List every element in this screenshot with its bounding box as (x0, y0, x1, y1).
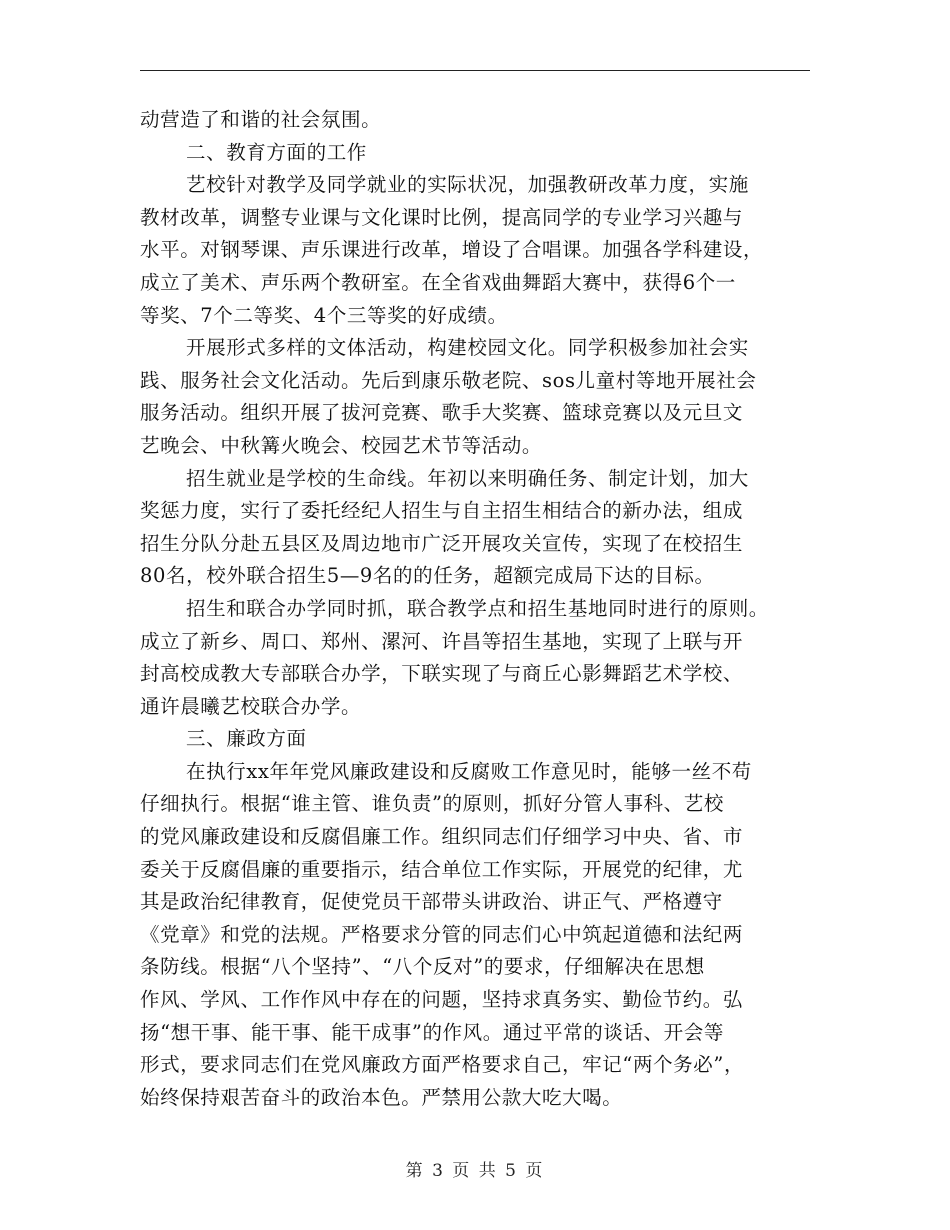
text-line: 条防线。根据“八个坚持”、“八个反对”的要求，仔细解决在思想 (140, 955, 705, 979)
text-line: 教材改革，调整专业课与文化课时比例，提高同学的专业学习兴趣与 (140, 205, 744, 229)
text-line: 践、服务社会文化活动。先后到康乐敬老院、sos儿童村等地开展社会 (140, 368, 757, 392)
text-line: 服务活动。组织开展了拔河竞赛、歌手大奖赛、篮球竞赛以及元旦文 (140, 401, 744, 425)
text-line: 始终保持艰苦奋斗的政治本色。严禁用公款大吃大喝。 (140, 1085, 623, 1109)
text-line: 仔细执行。根据“谁主管、谁负责”的原则，抓好分管人事科、艺校 (140, 792, 724, 816)
text-line: 艺晚会、中秋篝火晚会、校园艺术节等活动。 (140, 433, 543, 457)
text-line: 招生就业是学校的生命线。年初以来明确任务、制定计划，加大 (186, 466, 749, 490)
page-number: 第 3 页 共 5 页 (405, 1161, 545, 1181)
text-line: 在执行xx年年党风廉政建设和反腐败工作意见时，能够一丝不苟 (186, 759, 752, 783)
text-line: 扬“想干事、能干事、能干成事”的作风。通过平常的谈话、开会等 (140, 1020, 724, 1044)
text-line: 封高校成教大专部联合办学，下联实现了与商丘心影舞蹈艺术学校、 (140, 662, 744, 686)
header-rule (140, 70, 810, 71)
text-line: 成立了新乡、周口、郑州、漯河、许昌等招生基地，实现了上联与开 (140, 629, 744, 653)
text-line: 委关于反腐倡廉的重要指示，结合单位工作实际，开展党的纪律，尤 (140, 857, 744, 881)
text-line: 作风、学风、工作作风中存在的问题，坚持求真务实、勤俭节约。弘 (140, 988, 744, 1012)
text-line: 成立了美术、声乐两个教研室。在全省戏曲舞蹈大赛中，获得6个一 (140, 270, 736, 294)
text-line: 招生和联合办学同时抓，联合教学点和招生基地同时进行的原则。 (186, 596, 769, 620)
text-line: 80名，校外联合招生5—9名的的任务，超额完成局下达的目标。 (140, 564, 715, 588)
text-line: 二、教育方面的工作 (186, 140, 367, 164)
text-line: 招生分队分赴五县区及周边地市广泛开展攻关宣传，实现了在校招生 (140, 531, 744, 555)
document-body (140, 104, 810, 1114)
text-line: 其是政治纪律教育，促使党员干部带头讲政治、讲正气、严格遵守 (140, 890, 723, 914)
text-line: 《党章》和党的法规。严格要求分管的同志们心中筑起道德和法纪两 (140, 922, 744, 946)
text-line: 艺校针对教学及同学就业的实际状况，加强教研改革力度，实施 (186, 173, 749, 197)
text-line: 等奖、7个二等奖、4个三等奖的好成绩。 (140, 303, 508, 327)
text-line: 奖惩力度，实行了委托经纪人招生与自主招生相结合的新办法，组成 (140, 499, 744, 523)
text-line: 形式，要求同志们在党风廉政方面严格要求自己，牢记“两个务必”， (140, 1053, 745, 1077)
text-line: 水平。对钢琴课、声乐课进行改革，增设了合唱课。加强各学科建设， (140, 238, 764, 262)
text-line: 动营造了和谐的社会氛围。 (140, 108, 382, 131)
text-line: 三、廉政方面 (186, 727, 307, 751)
text-line: 通许晨曦艺校联合办学。 (140, 694, 362, 718)
text-line: 的党风廉政建设和反腐倡廉工作。组织同志们仔细学习中央、省、市 (140, 825, 744, 849)
text-line: 开展形式多样的文体活动，构建校园文化。同学积极参加社会实 (186, 336, 749, 360)
